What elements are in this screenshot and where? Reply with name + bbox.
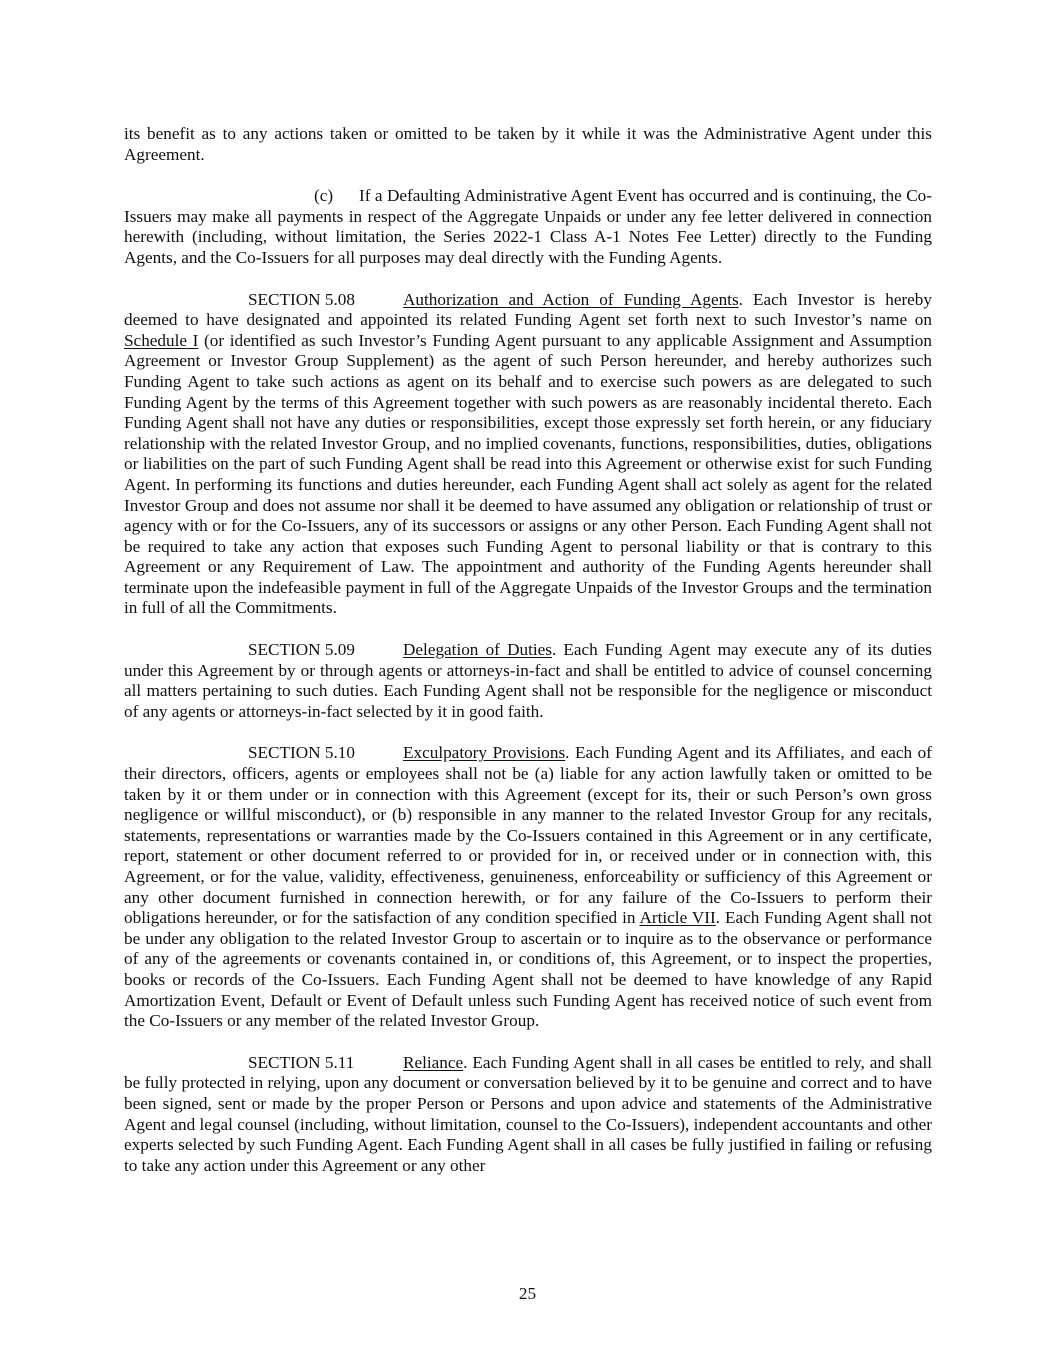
continuation-paragraph [124, 124, 932, 165]
section-5-10-paragraph [124, 743, 932, 1031]
document-body [124, 124, 932, 1197]
section-5-11-number: SECTION 5.11 [248, 1052, 355, 1072]
section-5-10-text-a: . Each Funding Agent and its Affiliates, and each of their directors, officers, agents or employees shall not be (a) liable for any action lawfully taken or omitted to be taken by it or them under or in connection with this Agreement (except for its, their or such Person’s own gross negligence or willful misconduct), or (b) responsible in any manner to the related Investor Group for any recitals, statements, representations or warranties made by the Co-Issuers contained in this Agreement or in any certificate, report, statement or other document referred to or provided for in, or received under or in connection with, this Agreement, or for the value, validity, effectiveness, genuineness, enforceability or sufficiency of this Agreement or any other document furnished in connection herewith, or for any failure of the Co-Issuers to perform their obligations hereunder, or for the satisfaction of any condition specified in [124, 743, 932, 928]
section-5-08-number: SECTION 5.08 [248, 289, 355, 309]
section-5-10-text-b: . Each Funding Agent shall not be under any obligation to the related Investor Group to ascertain or to inquire as to the observance or performance of any of the agreements or covenants contained in, or conditions of, this Agreement, or to inspect the properties, books or records of the Co-Issuers. Each Funding Agent shall not be deemed to have knowledge of any Rapid Amortization Event, Default or Event of Default unless such Funding Agent has received notice of such event from the Co-Issuers or any member of the related Investor Group. [124, 908, 932, 1031]
section-5-09-text: . Each Funding Agent may execute any of its duties under this Agreement by or through agents or attorneys-in-fact and shall be entitled to advice of counsel concerning all matters pertaining to such duties. Each Funding Agent shall not be responsible for the negligence or misconduct of any agents or attorneys-in-fact selected by it in good faith. [124, 640, 932, 721]
schedule-i-reference: Schedule I [124, 330, 199, 350]
section-5-11-heading: Reliance [403, 1052, 464, 1072]
continuation-text: its benefit as to any actions taken or omitted to be taken by it while it was the Administrative Agent under this Agreement. [124, 124, 932, 164]
section-5-09-paragraph [124, 640, 932, 722]
section-5-08-text-b: (or identified as such Investor’s Funding Agent pursuant to any applicable Assignment and Assumption Agreement or Investor Group Supplement) as the agent of such Person hereunder, and hereby authorizes such Funding Agent to take such actions as agent on its behalf and to exercise such powers as are delegated to such Funding Agent by the terms of this Agreement together with such powers as are reasonably incidental thereto. Each Funding Agent shall not have any duties or responsibilities, except those expressly set forth herein, or any fiduciary relationship with the related Investor Group, and no implied covenants, functions, responsibilities, duties, obligations or liabilities on the part of such Funding Agent shall be read into this Agreement or otherwise exist for such Funding Agent. In performing its functions and duties hereunder, each Funding Agent shall act solely as agent for the related Investor Group and does not assume nor shall it be deemed to have assumed any obligation or relationship of trust or agency with or for the Co-Issuers, any of its successors or assigns or any other Person. Each Funding Agent shall not be required to take any action that exposes such Funding Agent to personal liability or that is contrary to this Agreement or any Requirement of Law. The appointment and authority of the Funding Agents hereunder shall terminate upon the indefeasible payment in full of the Aggregate Unpaids of the Investor Groups and the termination in full of all the Commitments. [124, 330, 932, 618]
section-5-08-text-a: . Each Investor is hereby deemed to have designated and appointed its related Funding Agent set forth next to such Investor’s name on [124, 289, 932, 330]
subsection-c-text: If a Defaulting Administrative Agent Event has occurred and is continuing, the Co-Issuers may make all payments in respect of the Aggregate Unpaids or under any fee letter delivered in connection herewith (including, without limitation, the Series 2022-1 Class A-1 Notes Fee Letter) directly to the Funding Agents, and the Co-Issuers for all purposes may deal directly with the Funding Agents. [124, 186, 932, 267]
section-5-11-text: . Each Funding Agent shall in all cases be entitled to rely, and shall be fully protected in relying, upon any document or conversation believed by it to be genuine and correct and to have been signed, sent or made by the proper Person or Persons and upon advice and statements of the Administrative Agent and legal counsel (including, without limitation, counsel to the Co-Issuers), independent accountants and other experts selected by such Funding Agent. Each Funding Agent shall in all cases be fully justified in failing or refusing to take any action under this Agreement or any other [124, 1052, 932, 1175]
section-5-09-heading: Delegation of Duties [403, 640, 552, 660]
section-5-08-paragraph [124, 290, 932, 620]
section-5-09-number: SECTION 5.09 [248, 640, 355, 660]
article-vii-reference: Article VII [639, 908, 716, 928]
subsection-c-paragraph [124, 186, 932, 268]
section-5-08-heading: Authorization and Action of Funding Agents [403, 289, 739, 309]
subsection-c-label: (c) [314, 186, 334, 206]
section-5-10-number: SECTION 5.10 [248, 743, 355, 763]
page-number: 25 [518, 1284, 537, 1303]
section-5-11-paragraph [124, 1053, 932, 1177]
section-5-10-heading: Exculpatory Provisions [403, 743, 566, 763]
